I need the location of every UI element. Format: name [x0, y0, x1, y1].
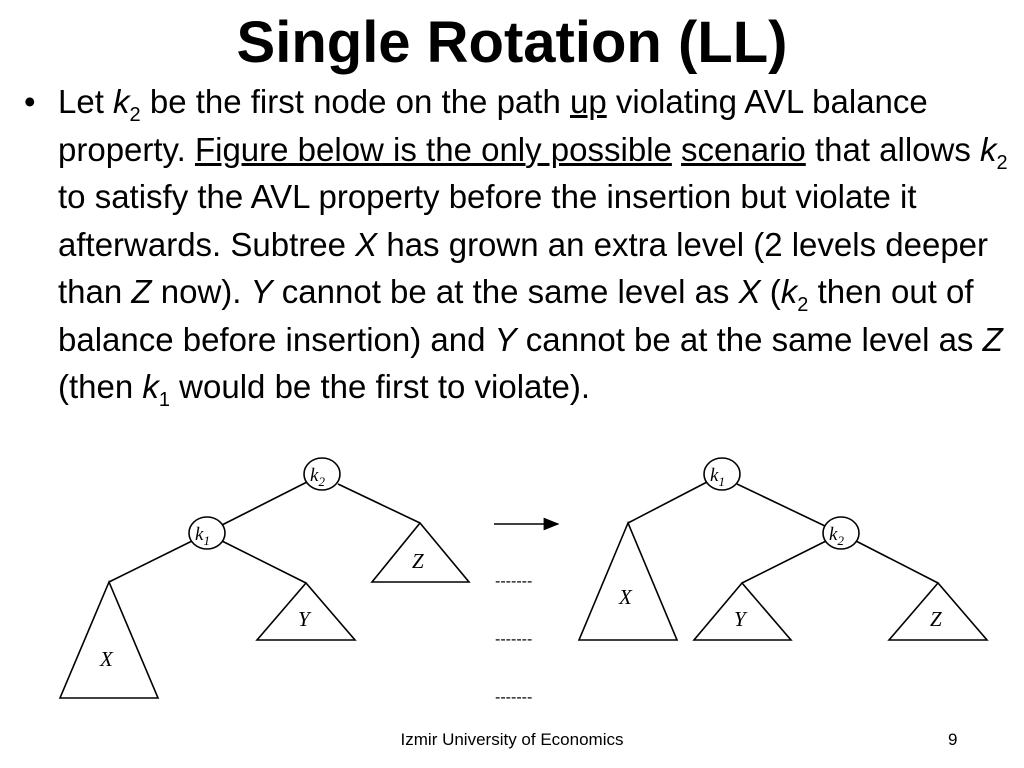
subtree-x-after-label: X: [619, 585, 632, 609]
level-marker: -------: [495, 689, 533, 706]
subtree-z-label: Z: [412, 549, 424, 573]
level-marker: -------: [495, 573, 533, 590]
tree-after: [579, 458, 987, 640]
subtree-x-triangle: [60, 582, 158, 698]
node-k2-after-label: $k_2$: [829, 524, 844, 548]
tree-before: [60, 458, 469, 698]
page-number: 9: [948, 730, 958, 749]
edge-k2-z: [338, 484, 420, 523]
body-paragraph: Let $k_2$ be the first node on the path up violating AVL balance property. Figure below is the only possible scenario that allows $k_2$ to satisfy the AVL property before the insertion but violate it afterwards. Subtree X has grown an extra level (2 levels deeper than Z now). Y cannot be at the same level as X ($k_2$ then out of balance before insertion) and Y cannot be at the same level as Z (then $k_1$ would be the first to violate).: [58, 83, 1008, 411]
rotation-diagram: [0, 450, 1024, 710]
subtree-y-after-label: Y: [734, 607, 746, 631]
node-k2-label: $k_2$: [310, 465, 325, 489]
level-markers: [495, 573, 532, 706]
subtree-y-label: Y: [298, 607, 310, 631]
node-k1-after-label: $k_1$: [710, 465, 725, 489]
slide-title: Single Rotation (LL): [236, 10, 788, 75]
tree-after-labels: [618, 465, 942, 631]
edge-k2-k1: [220, 482, 307, 526]
edge-k2-y-after: [742, 541, 826, 583]
edge-k2-z-after: [856, 541, 938, 583]
edge-k1-y: [222, 541, 306, 583]
bullet-marker: •: [24, 83, 36, 120]
node-k1-label: $k_1$: [195, 524, 210, 548]
edge-k1-x: [109, 541, 192, 582]
subtree-z-after-label: Z: [930, 607, 942, 631]
edge-k1-x-after: [628, 482, 707, 523]
edge-k1-k2-after: [737, 484, 825, 526]
level-marker: -------: [495, 631, 533, 648]
subtree-x-triangle-after: [579, 523, 677, 640]
footer-institution: Izmir University of Economics: [400, 730, 624, 749]
subtree-x-label: X: [100, 647, 113, 671]
